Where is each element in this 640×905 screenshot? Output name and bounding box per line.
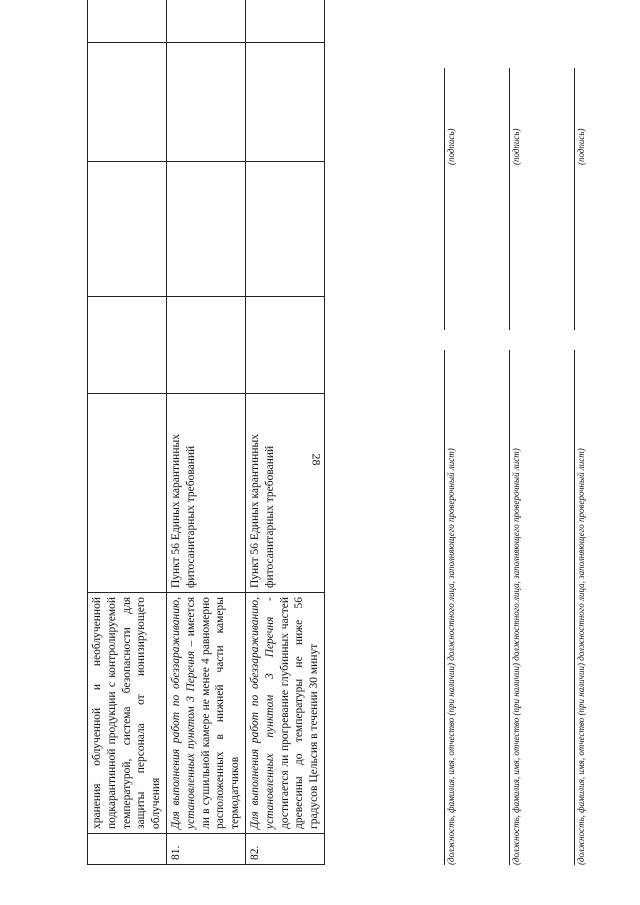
name-line	[574, 350, 575, 865]
table-row	[166, 0, 245, 865]
question-text: - достигается ли прогревание глубинных частей древесины до температуры не ниже 56 градусов Цельсия в течении 30 минут	[263, 597, 321, 829]
question-text: – имеется ли в сушильной камере не менее 4 равномерно расположенных в нижней части камеры термодатчиков	[184, 597, 242, 829]
answer-cell-no	[166, 162, 245, 297]
question-cell	[245, 593, 324, 834]
table-row	[245, 0, 324, 865]
reference-cell: Пункт 56 Единых карантинных фитосанитарных требований	[245, 394, 324, 593]
note-cell	[88, 0, 167, 43]
answer-cell-na	[166, 43, 245, 162]
question-italic: Для выполнения работ по обеззараживанию, установленных пунктом 3 Перечня	[248, 597, 276, 829]
signature-line	[444, 68, 445, 330]
signature-caption: (подпись)	[446, 128, 456, 165]
question-cell	[166, 593, 245, 834]
row-number: 82.	[245, 834, 324, 865]
answer-cell-yes	[166, 297, 245, 394]
answer-cell-no	[88, 162, 167, 297]
answer-cell-na	[88, 43, 167, 162]
checklist-table	[87, 0, 325, 865]
signature-block-2	[495, 65, 535, 865]
reference-cell	[88, 394, 167, 593]
question-italic: Для выполнения работ по обеззараживанию, установленных пунктом 3 Перечня	[169, 597, 197, 829]
answer-cell-na	[245, 43, 324, 162]
signature-caption: (подпись)	[511, 128, 521, 165]
answer-cell-yes	[88, 297, 167, 394]
signature-line	[509, 68, 510, 330]
name-line	[444, 350, 445, 865]
signature-caption: (подпись)	[576, 128, 586, 165]
note-cell	[245, 0, 324, 43]
name-caption: (должность, фамилия, имя, отчество (при наличии) должностного лица, заполняющего проверочный лист)	[511, 448, 521, 865]
signature-line	[574, 68, 575, 330]
row-number	[88, 834, 167, 865]
signature-block-3	[560, 65, 600, 865]
answer-cell-no	[245, 162, 324, 297]
table-row	[88, 0, 167, 865]
name-caption: (должность, фамилия, имя, отчество (при наличии) должностного лица, заполняющего проверочный лист)	[446, 448, 456, 865]
question-cell: хранения облученной и необлученной подкарантинной продукции с контролируемой температурой, система безопасности для защиты персонала от ионизирующего облучения	[88, 593, 167, 834]
answer-cell-yes	[245, 297, 324, 394]
name-line	[509, 350, 510, 865]
rotated-document	[70, 25, 630, 865]
signature-block-1	[430, 65, 470, 865]
row-number: 81.	[166, 834, 245, 865]
page-number: 28	[309, 453, 324, 466]
reference-cell: Пункт 56 Единых карантинных фитосанитарных требований	[166, 394, 245, 593]
note-cell	[166, 0, 245, 43]
name-caption: (должность, фамилия, имя, отчество (при наличии) должностного лица, заполняющего проверочный лист)	[576, 448, 586, 865]
